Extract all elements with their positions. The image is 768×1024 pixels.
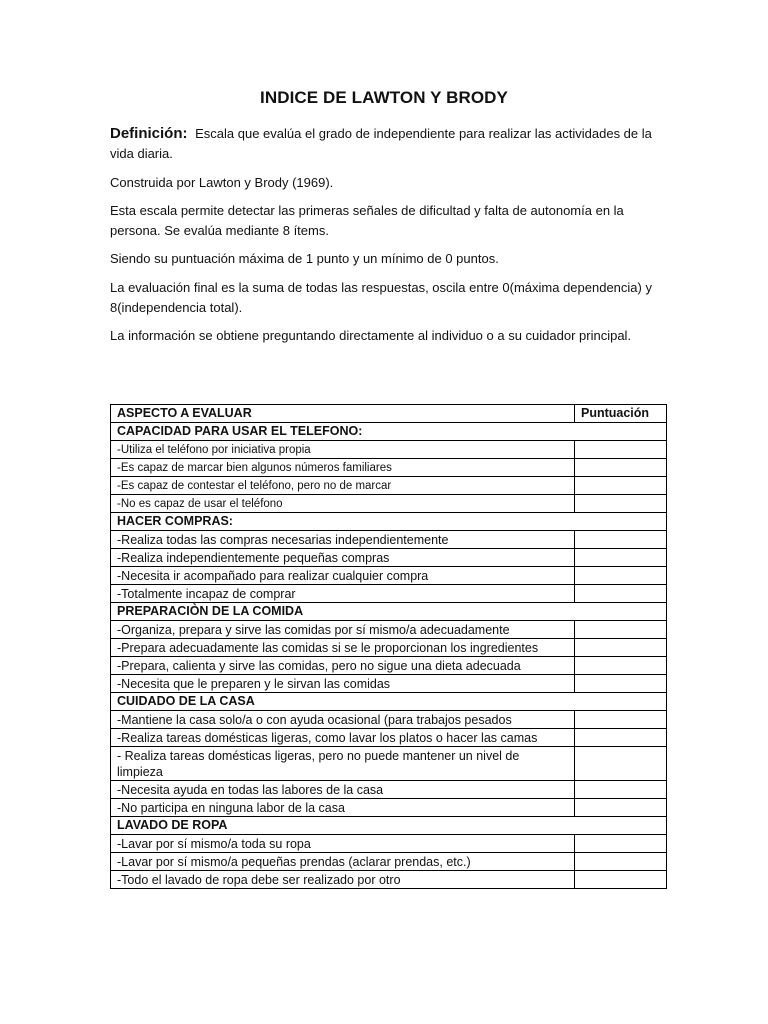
category-row	[111, 423, 667, 441]
definition-label: Definición:	[110, 125, 188, 142]
category-row	[111, 513, 667, 531]
table-row	[111, 853, 667, 871]
item-label: -No es capaz de usar el teléfono	[111, 495, 575, 513]
score-cell[interactable]	[575, 835, 667, 853]
category-row	[111, 603, 667, 621]
item-label: -Lavar por sí mismo/a pequeñas prendas (aclarar prendas, etc.)	[111, 853, 575, 871]
score-cell[interactable]	[575, 441, 667, 459]
table-row	[111, 729, 667, 747]
document-title: INDICE DE LAWTON Y BRODY	[260, 88, 508, 107]
category-row	[111, 817, 667, 835]
definition-text: Escala que evalúa el grado de independiente para realizar las actividades de la vida diaria.	[110, 126, 652, 161]
table-row	[111, 549, 667, 567]
paragraph-information: La información se obtiene preguntando directamente al individuo o a su cuidador principal.	[110, 328, 632, 343]
score-cell[interactable]	[575, 729, 667, 747]
category-house-care: CUIDADO DE LA CASA	[111, 693, 667, 711]
table-row	[111, 639, 667, 657]
table-row	[111, 567, 667, 585]
table-row	[111, 781, 667, 799]
item-label: -Totalmente incapaz de comprar	[111, 585, 575, 603]
score-cell[interactable]	[575, 871, 667, 889]
item-label: -Lavar por sí mismo/a toda su ropa	[111, 835, 575, 853]
score-cell[interactable]	[575, 531, 667, 549]
paragraph-evaluation: La evaluación final es la suma de todas las respuestas, oscila entre 0(máxima dependencia) y 8(independencia total).	[110, 280, 652, 315]
score-cell[interactable]	[575, 585, 667, 603]
category-row	[111, 693, 667, 711]
score-cell[interactable]	[575, 781, 667, 799]
score-cell[interactable]	[575, 675, 667, 693]
score-cell[interactable]	[575, 799, 667, 817]
item-label: -Es capaz de contestar el teléfono, pero no de marcar	[111, 477, 575, 495]
score-cell[interactable]	[575, 639, 667, 657]
table-row	[111, 835, 667, 853]
table-header-row	[111, 405, 667, 423]
table-row	[111, 871, 667, 889]
header-aspect: ASPECTO A EVALUAR	[111, 405, 575, 423]
item-label: -Necesita ir acompañado para realizar cualquier compra	[111, 567, 575, 585]
table-row	[111, 675, 667, 693]
table-row	[111, 585, 667, 603]
category-shopping: HACER COMPRAS:	[111, 513, 667, 531]
table-row	[111, 657, 667, 675]
paragraph-scoring: Siendo su puntuación máxima de 1 punto y un mínimo de 0 puntos.	[110, 251, 499, 266]
score-cell[interactable]	[575, 657, 667, 675]
item-label: -Utiliza el teléfono por iniciativa propia	[111, 441, 575, 459]
header-score: Puntuación	[575, 405, 667, 423]
item-label: -Prepara adecuadamente las comidas si se le proporcionan los ingredientes	[111, 639, 575, 657]
definition-paragraph	[110, 124, 670, 164]
category-laundry: LAVADO DE ROPA	[111, 817, 667, 835]
item-label: -Mantiene la casa solo/a o con ayuda ocasional (para trabajos pesados	[111, 711, 575, 729]
paragraph-authors: Construida por Lawton y Brody (1969).	[110, 175, 334, 190]
table-row	[111, 477, 667, 495]
score-cell[interactable]	[575, 747, 667, 781]
score-cell[interactable]	[575, 567, 667, 585]
category-telephone: CAPACIDAD PARA USAR EL TELEFONO:	[111, 423, 667, 441]
category-food-preparation: PREPARACIÒN DE LA COMIDA	[111, 603, 667, 621]
table-row	[111, 799, 667, 817]
table-row	[111, 747, 667, 781]
table-row	[111, 621, 667, 639]
table-row	[111, 495, 667, 513]
item-label: -Necesita que le preparen y le sirvan las comidas	[111, 675, 575, 693]
table-row	[111, 459, 667, 477]
item-label: -No participa en ninguna labor de la casa	[111, 799, 575, 817]
table-row	[111, 711, 667, 729]
item-label: - Realiza tareas domésticas ligeras, pero no puede mantener un nivel de limpieza	[111, 747, 575, 781]
score-cell[interactable]	[575, 621, 667, 639]
item-label: -Realiza independientemente pequeñas compras	[111, 549, 575, 567]
item-label: -Prepara, calienta y sirve las comidas, pero no sigue una dieta adecuada	[111, 657, 575, 675]
score-cell[interactable]	[575, 549, 667, 567]
item-label: -Es capaz de marcar bien algunos números familiares	[111, 459, 575, 477]
score-cell[interactable]	[575, 477, 667, 495]
score-cell[interactable]	[575, 853, 667, 871]
score-cell[interactable]	[575, 459, 667, 477]
item-label: -Realiza tareas domésticas ligeras, como lavar los platos o hacer las camas	[111, 729, 575, 747]
score-cell[interactable]	[575, 711, 667, 729]
table-row	[111, 531, 667, 549]
table-row	[111, 441, 667, 459]
evaluation-table	[110, 404, 667, 889]
paragraph-purpose: Esta escala permite detectar las primeras señales de dificultad y falta de autonomía en la persona. Se evalúa mediante 8 ítems.	[110, 203, 624, 238]
item-label: -Todo el lavado de ropa debe ser realizado por otro	[111, 871, 575, 889]
item-label: -Necesita ayuda en todas las labores de la casa	[111, 781, 575, 799]
score-cell[interactable]	[575, 495, 667, 513]
item-label: -Realiza todas las compras necesarias independientemente	[111, 531, 575, 549]
item-label: -Organiza, prepara y sirve las comidas por sí mismo/a adecuadamente	[111, 621, 575, 639]
